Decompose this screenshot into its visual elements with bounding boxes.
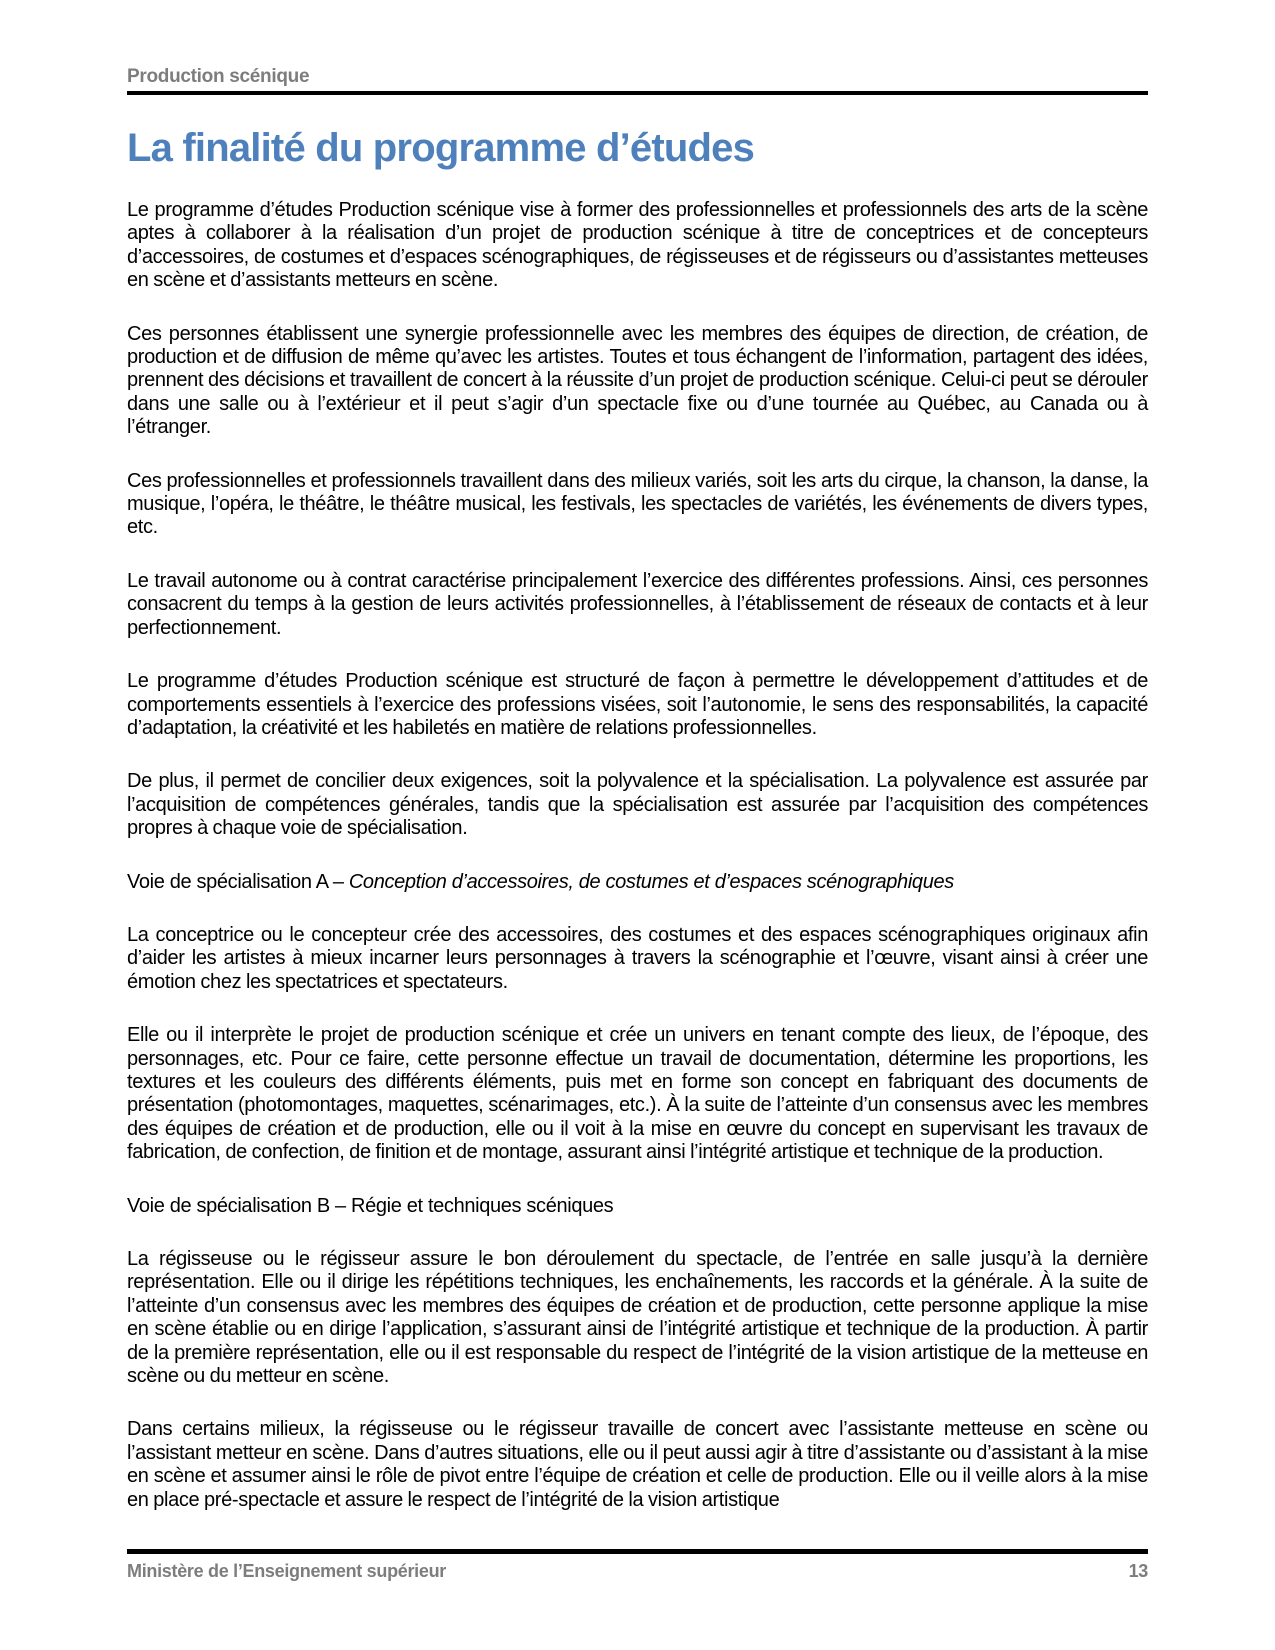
body-paragraph: De plus, il permet de concilier deux exigences, soit la polyvalence et la spécialisation. La polyvalence est assurée par l’acquisition de compétences générales, tandis que la spécialisation est assurée par l’acquisition des compétences propres à chaque voie de spécialisation.	[127, 770, 1148, 840]
body-paragraph: La conceptrice ou le concepteur crée des accessoires, des costumes et des espaces scénographiques originaux afin d’aider les artistes à mieux incarner leurs personnages à travers la scénographie et l’œuvre, visant ainsi à créer une émotion chez les spectatrices et spectateurs.	[127, 923, 1148, 993]
body-paragraph: Elle ou il interprète le projet de production scénique et crée un univers en tenant compte des lieux, de l’époque, des personnages, etc. Pour ce faire, cette personne effectue un travail de documentation, détermine les proportions, les textures et les couleurs des différents éléments, puis met en forme son concept en fabriquant des documents de présentation (photomontages, maquettes, scénarimages, etc.). À la suite de l’atteinte d’un consensus avec les membres des équipes de création et de production, elle ou il voit à la mise en œuvre du concept en supervisant les travaux de fabrication, de confection, de finition et de montage, assurant ainsi l’intégrité artistique et technique de la production.	[127, 1024, 1148, 1164]
body-paragraph: Le programme d’études Production scénique est structuré de façon à permettre le développement d’attitudes et de comportements essentiels à l’exercice des professions visées, soit l’autonomie, le sens des responsabilités, la capacité d’adaptation, la créativité et les habiletés en matière de relations professionnelles.	[127, 670, 1148, 739]
specialization-a-heading	[127, 871, 1148, 894]
body-paragraph: La régisseuse ou le régisseur assure le bon déroulement du spectacle, de l’entrée en salle jusqu’à la dernière représentation. Elle ou il dirige les répétitions techniques, les enchaînements, les raccords et la générale. À la suite de l’atteinte d’un consensus avec les membres des équipes de création et de production, cette personne applique la mise en scène établie ou en dirige l’application, s’assurant ainsi de l’intégrité artistique et technique de la production. À partir de la première représentation, elle ou il est responsable du respect de l’intégrité de la vision artistique de la metteuse en scène ou du metteur en scène.	[127, 1248, 1148, 1388]
page-header	[127, 66, 1148, 95]
footer-page-number: 13	[1128, 1561, 1148, 1581]
header-rule	[127, 91, 1148, 95]
specialization-a-prefix: Voie de spécialisation A –	[127, 870, 349, 893]
body-paragraph: Ces professionnelles et professionnels travaillent dans des milieux variés, soit les arts du cirque, la chanson, la danse, la musique, l’opéra, le théâtre, le théâtre musical, les festivals, les spectacles de variétés, les événements de divers types, etc.	[127, 469, 1148, 539]
page-footer	[127, 1549, 1148, 1582]
specialization-b-heading	[127, 1195, 1148, 1218]
page-title: La finalité du programme d’études	[127, 126, 755, 170]
body-paragraph: Ces personnes établissent une synergie professionnelle avec les membres des équipes de direction, de création, de production et de diffusion de même qu’avec les artistes. Toutes et tous échangent de l’information, partagent des idées, prennent des décisions et travaillent de concert à la réussite d’un projet de production scénique. Celui-ci peut se dérouler dans une salle ou à l’extérieur et il peut s’agir d’un spectacle fixe ou d’une tournée au Québec, au Canada ou à l’étranger.	[127, 322, 1148, 439]
running-header-title: Production scénique	[127, 66, 310, 87]
footer-ministry: Ministère de l’Enseignement supérieur	[127, 1561, 446, 1581]
body-paragraph: Dans certains milieux, la régisseuse ou le régisseur travaille de concert avec l’assistante metteuse en scène ou l’assistant metteur en scène. Dans d’autres situations, elle ou il peut aussi agir à titre d’assistante ou d’assistant à la mise en scène et assumer ainsi le rôle de pivot entre l’équipe de création et celle de production. Elle ou il veille alors à la mise en place pré-spectacle et assure le respect de l’intégrité de la vision artistique	[127, 1418, 1148, 1511]
body-paragraph: Le travail autonome ou à contrat caractérise principalement l’exercice des différentes professions. Ainsi, ces personnes consacrent du temps à la gestion de leurs activités professionnelles, à l’établissement de réseaux de contacts et à leur perfectionnement.	[127, 569, 1148, 639]
specialization-b-prefix: Voie de spécialisation B –	[127, 1194, 352, 1217]
body-paragraph: Le programme d’études Production scénique vise à former des professionnelles et professionnels des arts de la scène aptes à collaborer à la réalisation d’un projet de production scénique à titre de conceptrices et de concepteurs d’accessoires, de costumes et d’espaces scénographiques, de régisseuses et de régisseurs ou d’assistantes metteuses en scène et d’assistants metteurs en scène.	[127, 199, 1148, 292]
specialization-b-title: Régie et techniques scéniques	[351, 1194, 614, 1217]
specialization-a-title: Conception d’accessoires, de costumes et d’espaces scénographiques	[348, 870, 954, 893]
